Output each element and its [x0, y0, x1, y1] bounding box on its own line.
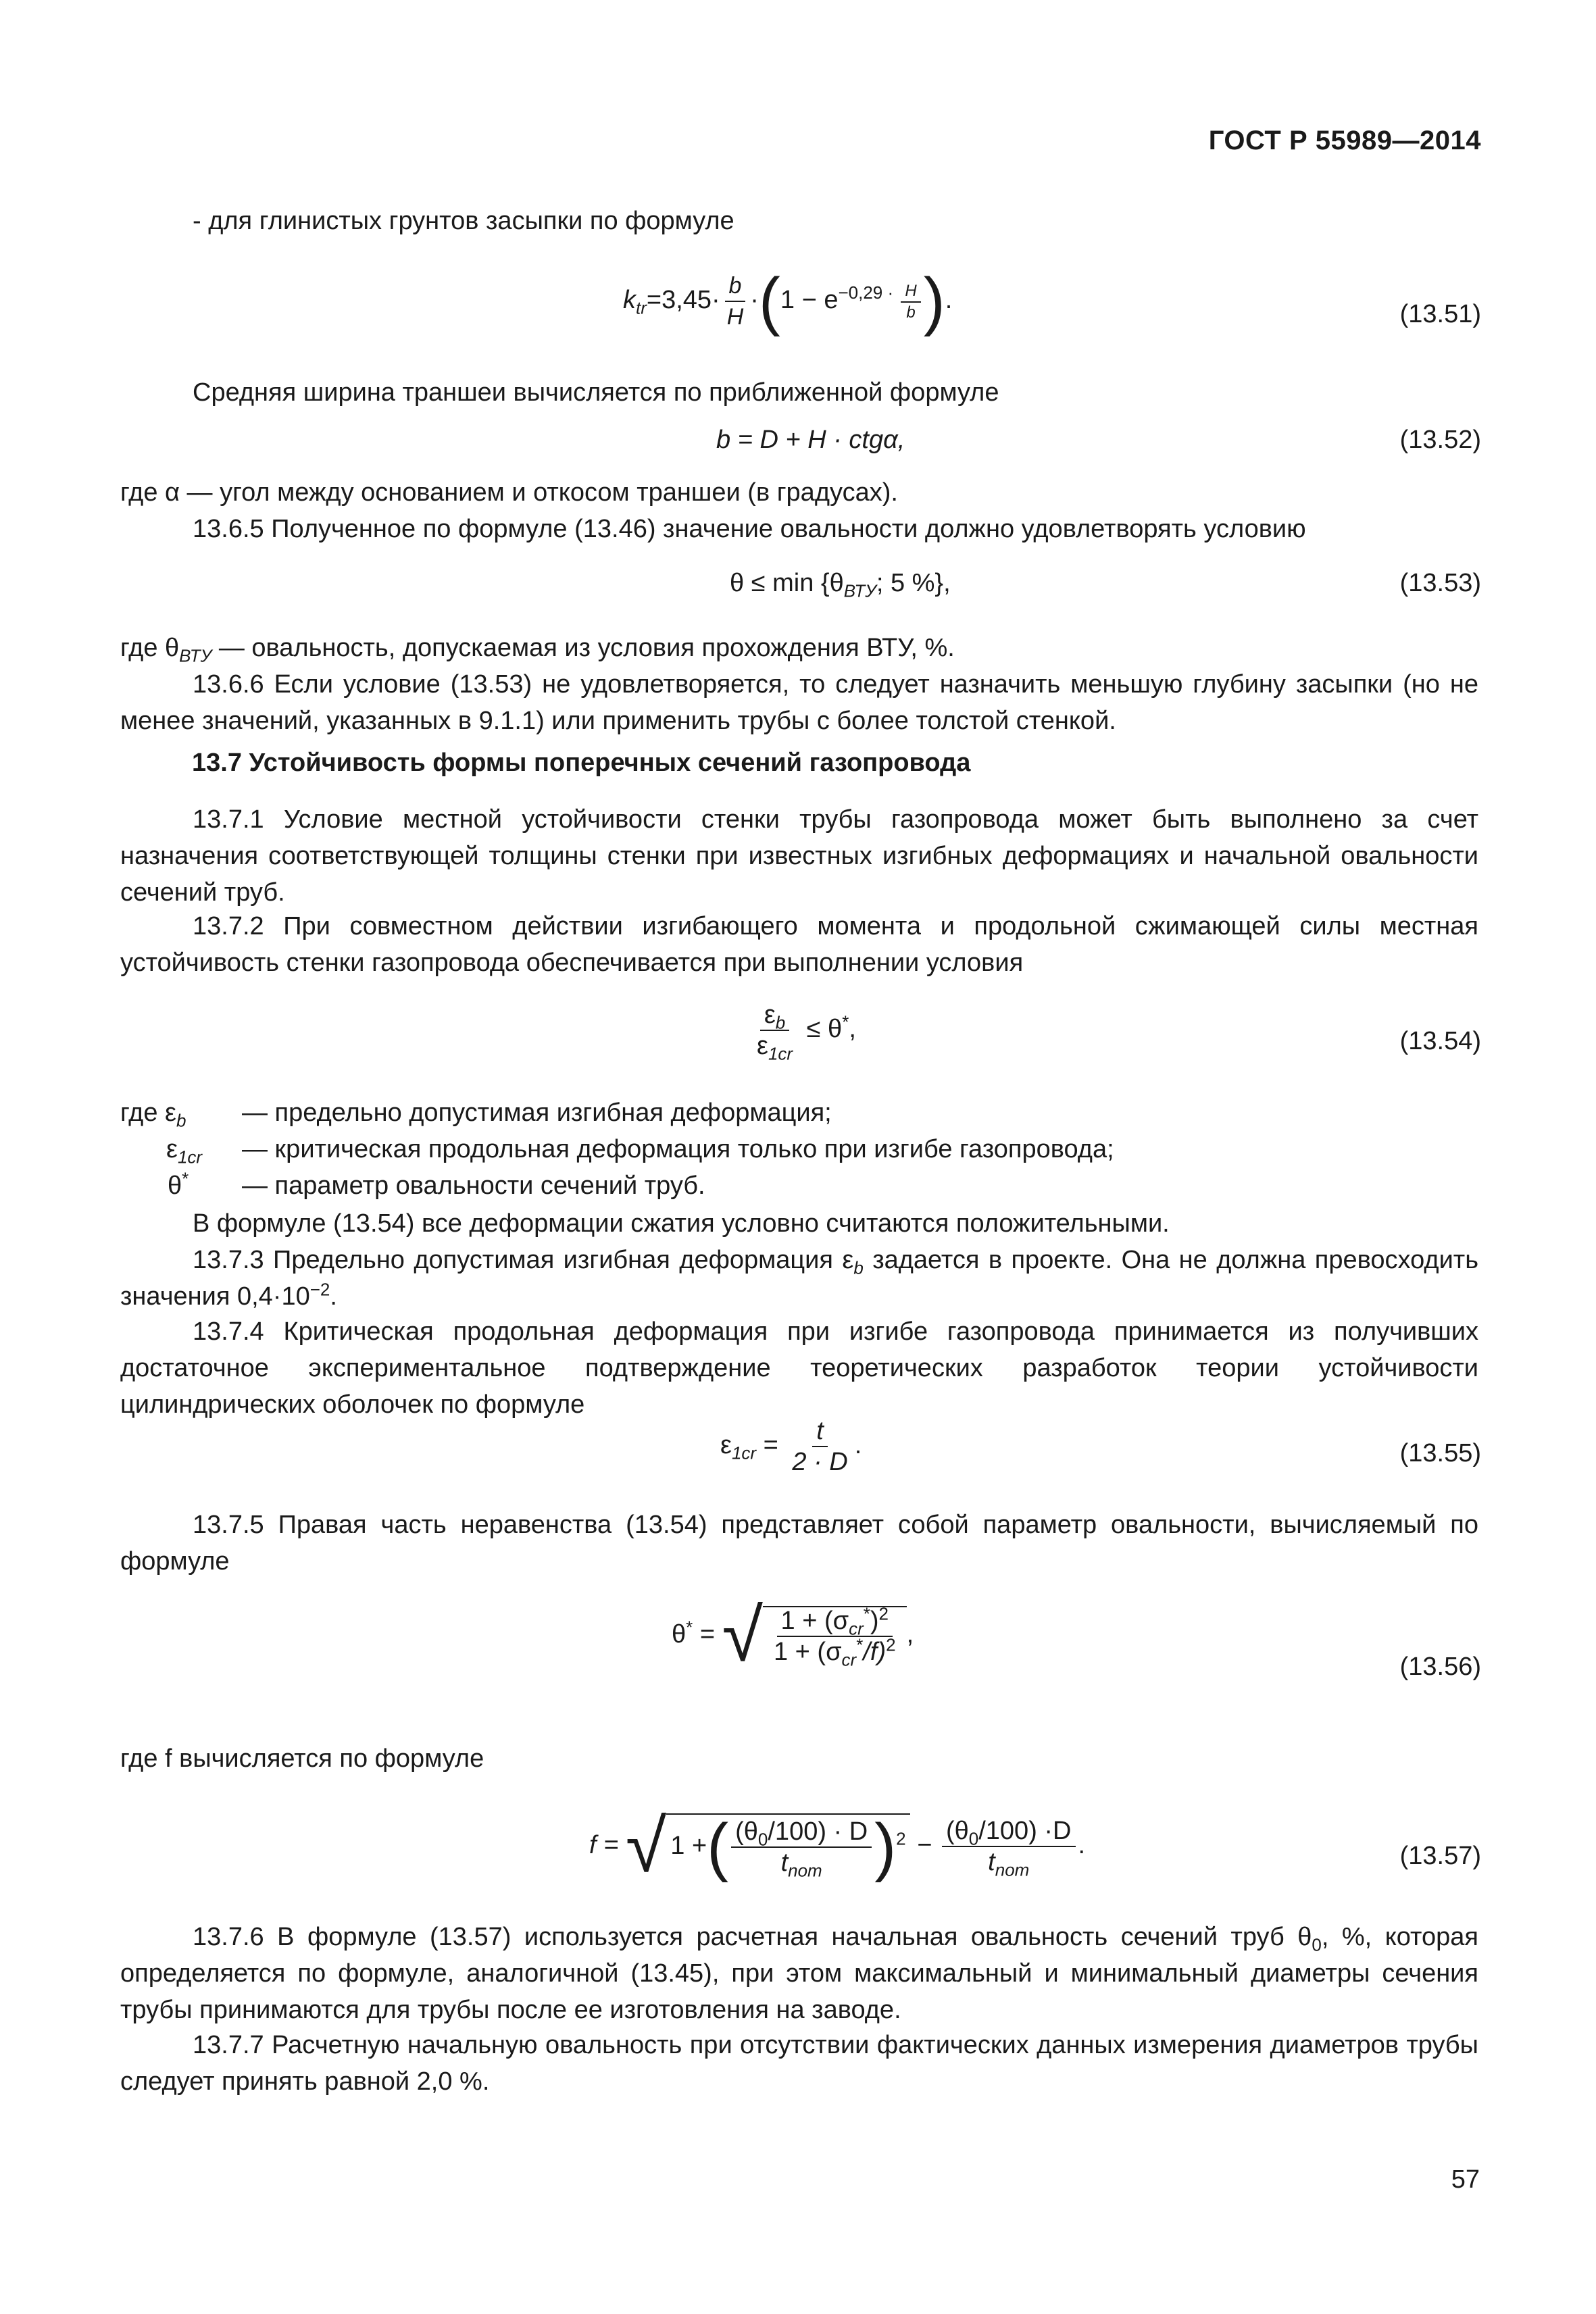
page-number: 57: [1451, 2165, 1480, 2194]
para-13-7-4: 13.7.4 Критическая продольная деформация при изгибе газопровода принимается из получивших достаточное экспериментальное подтверждение теоретических разработок теории устойчивости цилиндрических оболочек по формуле: [120, 1317, 1478, 1419]
eq-number-13-52: (13.52): [1399, 426, 1481, 454]
para-13-7-7: 13.7.7 Расчетную начальную овальность при отсутствии фактических данных измерения диаметров трубы следует принять равной 2,0 %.: [120, 2031, 1478, 2096]
para-13-7-2: 13.7.2 При совместном действии изгибающего момента и продольной сжимающей силы местная устойчивость стенки газопровода обеспечивается при выполнении условия: [120, 912, 1478, 977]
formula-13-55: $\varepsilon_{1cr}$ = $\frac{t}{2 \cdot D}$ .: [720, 1417, 862, 1476]
formula-13-52: b = D + H · ctgα,: [716, 426, 905, 454]
para-trench-width: Средняя ширина траншеи вычисляется по приближенной формуле: [193, 378, 999, 407]
formula-13-57: f = √ 1 +( $\frac{(\theta_0/100) \cdot D}{t_{nom}}$ )$^2$ − $\frac{(\theta_0/100) \cdot D}{t_{nom}}$ .: [589, 1805, 1086, 1888]
formula-13-51: $k_{tr}=3,45\cdot$ $\frac{b}{H}$ $\cdot(1 - e^{-0,29 \cdot \frac{H}{b}}$ ).: [623, 265, 953, 337]
para-13-7-1: 13.7.1 Условие местной устойчивости стенки трубы газопровода может быть выполнено за счет назначения соответствующей толщины стенки при известных изгибных деформациях и начальной овальности сечений труб.: [120, 805, 1478, 907]
eq-number-13-53: (13.53): [1399, 569, 1481, 597]
para-13-7-6: 13.7.6 В формуле (13.57) используется расчетная начальная овальность сечений труб $\theta_0$, %, которая определяется по формуле, аналогичной (13.45), при этом максимальный и минимальный диаметры сечения трубы принимаются для трубы после ее изготовления на заводе.: [120, 1923, 1479, 2024]
def-theta-star-text: — параметр овальности сечений труб.: [242, 1172, 705, 1200]
def-eps-1cr: $\varepsilon_{1cr}$: [166, 1135, 203, 1167]
formula-13-53: $\theta \le \min \{\theta_{ВТУ}$; 5 %},: [730, 569, 951, 601]
eq-number-13-55: (13.55): [1399, 1439, 1481, 1467]
para-13-6-5: 13.6.5 Полученное по формуле (13.46) значение овальности должно удовлетворять условию: [193, 515, 1306, 543]
def-eps-b-text: — предельно допустимая изгибная деформация;: [242, 1099, 832, 1127]
para-theta-vtu-def: где $\theta_{ВТУ}$ — овальность, допускаемая из условия прохождения ВТУ, %.: [120, 634, 955, 666]
section-heading-13-7: 13.7 Устойчивость формы поперечных сечений газопровода: [192, 749, 971, 777]
formula-13-54: $\frac{\varepsilon_b}{\varepsilon_{1cr}}$ ≤ θ*,: [757, 1001, 856, 1064]
para-signs-note: В формуле (13.54) все деформации сжатия условно считаются положительными.: [193, 1209, 1170, 1238]
eq-number-13-57: (13.57): [1399, 1842, 1481, 1870]
def-theta-star: θ*: [168, 1168, 189, 1200]
eq-number-13-54: (13.54): [1399, 1027, 1481, 1055]
para-13-6-6: 13.6.6 Если условие (13.53) не удовлетворяется, то следует назначить меньшую глубину засыпки (но не менее значений, указанных в 9.1.1) или применить трубы с более толстой стенкой.: [120, 670, 1478, 735]
para-alpha-def: где α — угол между основанием и откосом траншеи (в градусах).: [120, 478, 898, 507]
para-clay-soils: - для глинистых грунтов засыпки по формуле: [193, 207, 734, 235]
para-f-def: где f вычисляется по формуле: [120, 1744, 484, 1773]
def-eps-b: где $\varepsilon_b$: [120, 1099, 186, 1131]
eq-number-13-51: (13.51): [1399, 300, 1481, 328]
para-13-7-3: 13.7.3 Предельно допустимая изгибная деформация $\varepsilon_b$ задается в проекте. Она не должна превосходить значения $0,4\cdot 10^{-2}$.: [120, 1246, 1479, 1311]
para-13-7-5: 13.7.5 Правая часть неравенства (13.54) представляет собой параметр овальности, вычисляемый по формуле: [120, 1511, 1478, 1576]
formula-13-56: θ* = √ $\frac{1 + (\sigma_{cr}^*)^2}{1 + (\sigma_{cr}^*/f)^2}$ ,: [672, 1594, 914, 1677]
eq-number-13-56: (13.56): [1399, 1653, 1481, 1681]
document-id: ГОСТ Р 55989—2014: [1208, 126, 1481, 155]
def-eps-1cr-text: — критическая продольная деформация только при изгибе газопровода;: [242, 1135, 1114, 1163]
